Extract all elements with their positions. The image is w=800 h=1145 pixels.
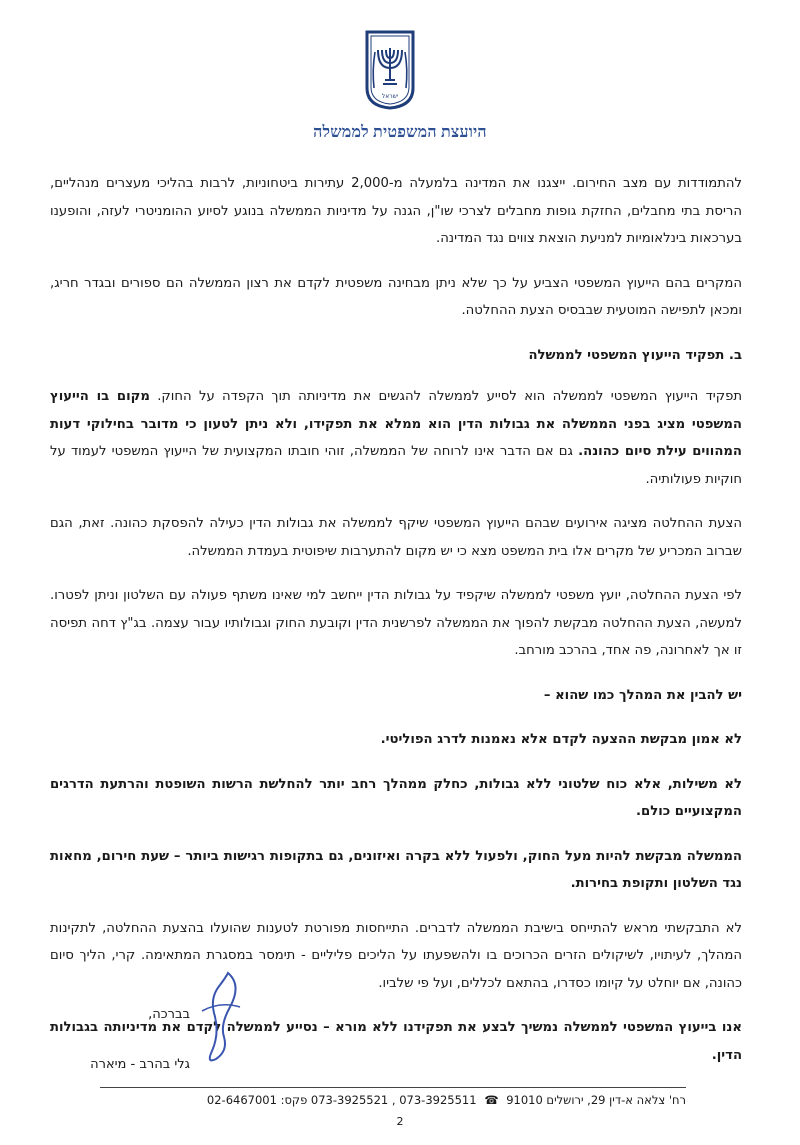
- footer-address: רח' צלאה א-דין 29, ירושלים 91010: [506, 1093, 686, 1107]
- paragraph-3: [50, 383, 742, 493]
- paragraph-6: יש להבין את המהלך כמו שהוא –: [543, 687, 742, 703]
- paragraph-1: להתמודדות עם מצב החירום. ייצגנו את המדינה בלמעלה מ-2,000 עתירות ביטחוניות, לרבות בהליכי מעצרים מנהליים, הריסת בתי מחבלים, החזקת גופות מחבלים לצרכי שו"ן, הגנה על מדיניות הממשלה בנוגע לסיוע ההומניטרי לעזה, והופענו בערכאות בינלאומיות למניעת הוצאת צווים נגד המדינה.: [50, 176, 742, 246]
- footer-fax: פקס: 02-6467001: [206, 1093, 308, 1107]
- footer-phones: 073-3925511 , 073-3925521: [310, 1093, 477, 1107]
- section-heading-b: ב. תפקיד הייעוץ המשפטי לממשלה: [528, 347, 742, 363]
- svg-text:ישראל: ישראל: [381, 93, 399, 100]
- telephone-icon: ☎: [484, 1093, 499, 1107]
- footer-divider: [100, 1087, 686, 1088]
- paragraph-9: הממשלה מבקשת להיות מעל החוק, ולפעול ללא בקרה ואיזונים, גם בתקופות רגישות ביותר – שעת חירום, מחאות נגד השלטון ותקופת בחירות.: [50, 848, 742, 891]
- menorah-emblem-icon: [361, 28, 419, 110]
- paragraph-3-start: תפקיד הייעוץ המשפטי לממשלה הוא לסייע לממשלה להגשים את מדיניותה תוך הקפדה על החוק.: [149, 389, 743, 404]
- handwritten-signature: [190, 967, 250, 1067]
- paragraph-3-end: גם אם הדבר אינו לרוחה של הממשלה, זוהי חובתו המקצועית של הייעוץ המשפטי לעמוד על חוקיות פעולותיה.: [50, 444, 742, 487]
- closing-regards: בברכה,: [148, 1007, 190, 1022]
- paragraph-10: לא התבקשתי מראש להתייחס בישיבת הממשלה לדברים. התייחסות מפורטת לטענות שהועלו בהצעת ההחלטה, לתקינות המהלך, לעיתויו, לשיקולים הזרים הכרוכים בו ולהשפעתו על הליכים פליליים - תימסר במסגרת המתאימה. קרי, הליך סיום כהונה, אם יוחלט על קיומו כסדרו, בהתאם לכללים, ועל פי שלביו.: [50, 920, 742, 991]
- paragraph-5: לפי הצעת ההחלטה, יועץ משפטי לממשלה שיקפיד על גבולות הדין ייחשב למי שאינו משתף פעולה עם השלטון וניתן לפטרו. למעשה, הצעת ההחלטה מבקשת להפוך את הממשלה לפרשנית הדין וקובעת החוק וגבולותיו עבור עצמה. בג"ץ דחה תפיסה זו אך לאחרונה, פה אחד, בהרכב מורחב.: [50, 588, 742, 658]
- paragraph-2: המקרים בהם הייעוץ המשפטי הצביע על כך שלא ניתן מבחינה משפטית לקדם את רצון הממשלה הם ספורים ובגדר חריג, ומכאן לתפישה המוטעית שבבסיס הצעת ההחלטה.: [50, 275, 742, 318]
- paragraph-3-bold: מקום בו הייעוץ המשפטי מציג בפני הממשלה את גבולות הדין הוא ממלא את תפקידו, ולא ניתן לטעון כי מדובר בחילוקי דעות המהווים עילת סיום כהונה.: [50, 389, 742, 459]
- paragraph-11: אנו בייעוץ המשפטי לממשלה נמשיך לבצע את תפקידנו ללא מורא – נסייע לממשלה לקדם את מדיניותה בגבולות הדין.: [50, 1020, 742, 1063]
- letter-body: [50, 170, 742, 1086]
- office-title: היועצת המשפטית לממשלה: [313, 124, 487, 141]
- paragraph-4: הצעת ההחלטה מציגה אירועים שבהם הייעוץ המשפטי שיקף לממשלה את גבולות הדין כעילה להפסקת כהונה. זאת, הגם שברוב המכריע של מקרים אלו בית המשפט מצא כי יש מקום להתערבות שיפוטית בעמדת הממשלה.: [50, 516, 742, 559]
- page-number: 2: [396, 1115, 404, 1128]
- paragraph-7: לא אמון מבקשת ההצעה לקדם אלא נאמנות לדרג הפוליטי.: [380, 732, 742, 747]
- paragraph-8: לא משילות, אלא כוח שלטוני ללא גבולות, כחלק ממהלך רחב יותר להחלשת הרשות השופטת והרתעת הדרגים המקצועיים כולם.: [50, 776, 742, 819]
- signer-name: גלי בהרב - מיארה: [90, 1057, 190, 1072]
- footer-contact: [100, 1093, 686, 1107]
